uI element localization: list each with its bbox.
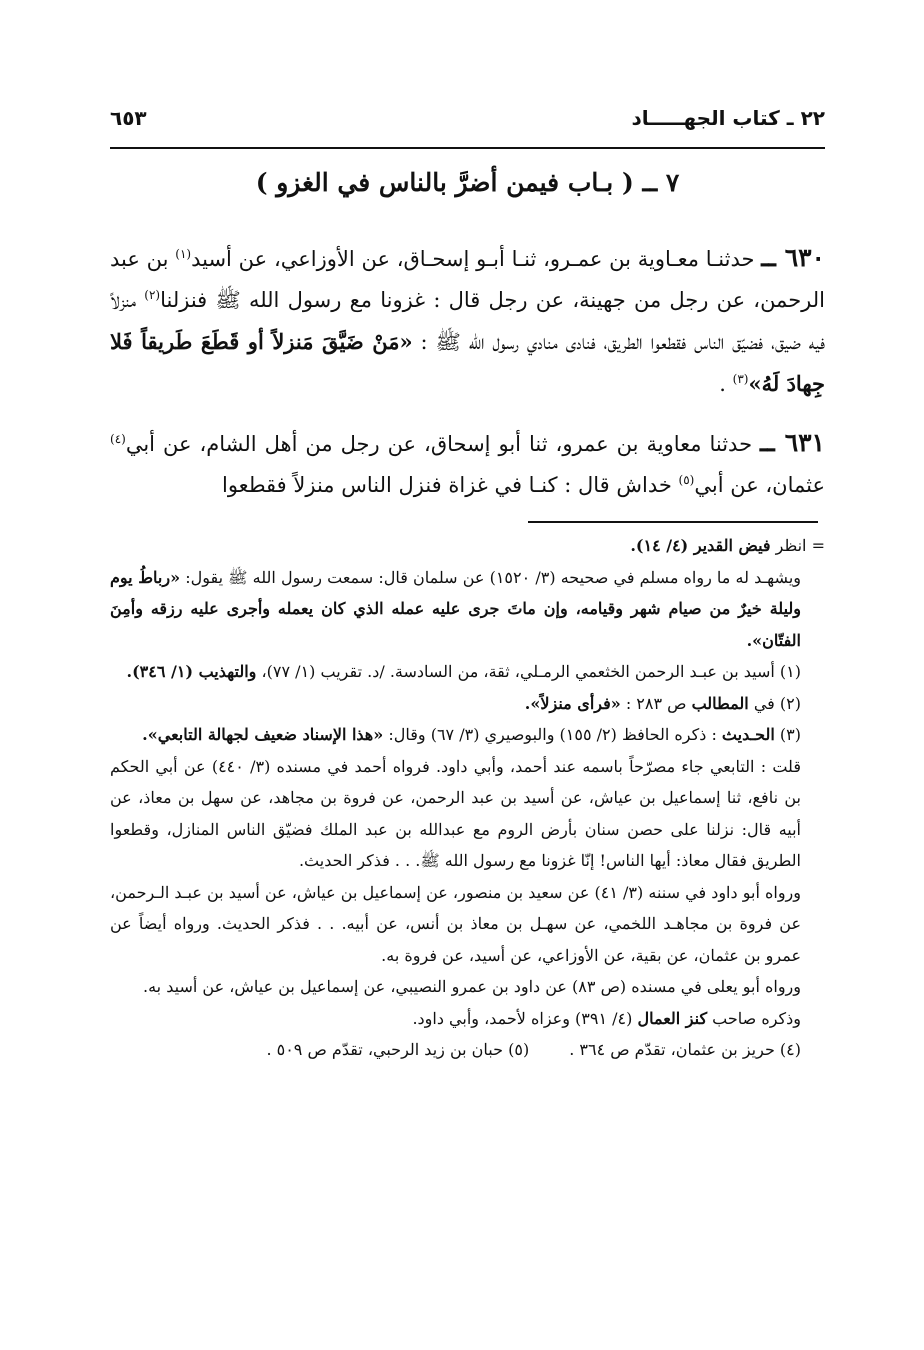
hadith-630 — [110, 237, 825, 405]
footnote-text: المطالب — [691, 693, 749, 713]
footnote-note — [110, 1003, 825, 1035]
running-header — [110, 100, 825, 140]
footnote-text: كنز العمال — [637, 1008, 708, 1028]
footnote-separator — [528, 521, 818, 523]
footnote-4: (٤) حريز بن عثمان، تقدّم ص ٣٦٤ . — [569, 1040, 801, 1059]
footnote-2 — [110, 688, 825, 720]
footnote-note: ورواه أبو داود في سننه (٣/ ٤١) عن سعيد بن منصور، عن إسماعيل بن عياش، عن أسيد بن عبـد الـرحمن، عن فروة بن مجاهـد اللخمي، عن سهـل بن معاذ بن أنس، عن أبيه. . . فذكر الحديث. ورواه أيضاً عن عمرو بن عثمان، عن بقية، عن الأوزاعي، عن أسيد، عن فروة به. — [110, 882, 801, 965]
header-rule — [110, 147, 825, 149]
footnote-text: فيض القدير (٤/ ١٤). — [630, 536, 771, 555]
footnote-marker: (٤) — [110, 432, 126, 446]
hadith-text: بن عبد الرحمن، عن رجل من جهينة، عن رجل قال : غزونا مع رسول الله ﷺ فنزلنا — [110, 247, 825, 312]
footnote-marker: (٢) — [144, 288, 161, 302]
footnote-quote: «رباطُ يوم وليلة خيرٌ من صيام شهر وقيامه، وإن ماتَ جرى عليه عمله الذي كان يعمله وأجرى عليه رزقه وأمِنَ الفتّان». — [110, 567, 801, 650]
hadith-text: حدثنـا معـاوية بن عمـرو، ثنـا أبـو إسحـاق، عن الأوزاعي، عن أسيد — [191, 247, 762, 271]
footnote-text: والتهذيب (١/ ٣٤٦). — [126, 662, 257, 681]
footnote-marker: (١) — [175, 247, 192, 261]
footnote-text: (١) أسيد بن عبـد الرحمن الخثعمي الرمـلي، ثقة، من السادسة. /د. تقريب (١/ ٧٧)، — [256, 662, 801, 681]
footnote-text: (٣) — [774, 725, 801, 744]
footnotes — [110, 530, 825, 1066]
footnote-text: الحـديث — [721, 725, 775, 744]
prophetic-quote: «مَنْ ضَيَّقَ مَنزلاً أو قَطَعَ طَريقاً فَلا جِهادَ لَهُ» — [110, 329, 825, 396]
section-title: ٧ ــ ( بـاب فيمن أضرَّ بالناس في الغزو ) — [255, 168, 680, 197]
footnote-3 — [110, 719, 825, 751]
footnote-text: = انظر — [770, 536, 825, 555]
hadith-text: حدثنا معاوية بن عمرو، ثنا أبو إسحاق، عن رجل من أهل الشام، عن أبي — [125, 432, 761, 456]
hadith-text: عثمان، عن أبي — [694, 473, 825, 497]
footnote-text: «هذا الإسناد ضعيف لجهالة التابعي». — [142, 725, 384, 744]
footnotes-4-5 — [110, 1034, 825, 1066]
footnote-marker: (٣) — [732, 372, 749, 386]
footnote-continuation — [110, 530, 825, 562]
footnote-text: : ذكره الحافظ (٢/ ١٥٥) والبوصيري (٣/ ٦٧) وقال: — [383, 725, 722, 744]
footnote-text: (٤/ ٣٩١) وعزاه لأحمد، وأبي داود. — [412, 1008, 638, 1028]
hadith-text: . — [719, 372, 733, 396]
footnote-note: قلت : التابعي جاء مصرّحاً باسمه عند أحمد، وأبي داود. فرواه أحمد في مسنده (٣/ ٤٤٠) عن أبي الحكم بن نافع، ثنا إسماعيل بن عياش، عن أسيد بن عبد الرحمن، عن فروة بن مجاهد، عن سهل بن معاذ، عن أبيه قال: نزلنا على حصن سنان بأرض الروم مع عبدالله بن عبد الملك فضيّق الناس المنازل، وقطعوا الطريق فقال معاذ: أيها الناس! إنّا غزونا مع رسول الله ﷺ. . . فذكر الحديث. — [110, 756, 802, 870]
footnote-marker: (٥) — [678, 473, 695, 487]
footnote-text: ص ٢٨٣ : — [620, 693, 692, 713]
footnote-text: وذكره صاحب — [707, 1008, 801, 1028]
chapter-heading: ٢٢ ـ كتاب الجهـــــاد — [631, 106, 825, 130]
hadith-number: ٦٣٠ ــ — [761, 243, 825, 272]
hadith-text: خداش قال : كنـا في غزاة فنزل الناس منزلاً فقطعوا — [222, 473, 679, 497]
footnote-text: ويشهـد له ما رواه مسلم في صحيحه (٣/ ١٥٢٠) عن سلمان قال: سمعت رسول الله ﷺ يقول: — [180, 567, 802, 587]
footnote-1 — [110, 656, 825, 688]
footnote-text: «فرأى منزلاً». — [524, 693, 621, 713]
footnote-witness — [110, 562, 825, 657]
hadith-631 — [110, 422, 825, 506]
footnote-note: ورواه أبو يعلى في مسنده (ص ٨٣) عن داود بن عمرو النصيبي، عن إسماعيل بن عياش، عن أسيد به. — [143, 977, 801, 996]
page-number: ٦٥٣ — [110, 106, 147, 130]
hadith-text: منزلاً فيه ضيق، فضيّق الناس فقطعوا الطريق، فنادى منادي رسول الله ﷺ : — [110, 288, 825, 354]
footnote-text: (٢) في — [748, 693, 801, 713]
footnote-5: (٥) حبان بن زيد الرحبي، تقدّم ص ٥٠٩ . — [266, 1040, 530, 1059]
hadith-number: ٦٣١ ــ — [760, 428, 825, 457]
